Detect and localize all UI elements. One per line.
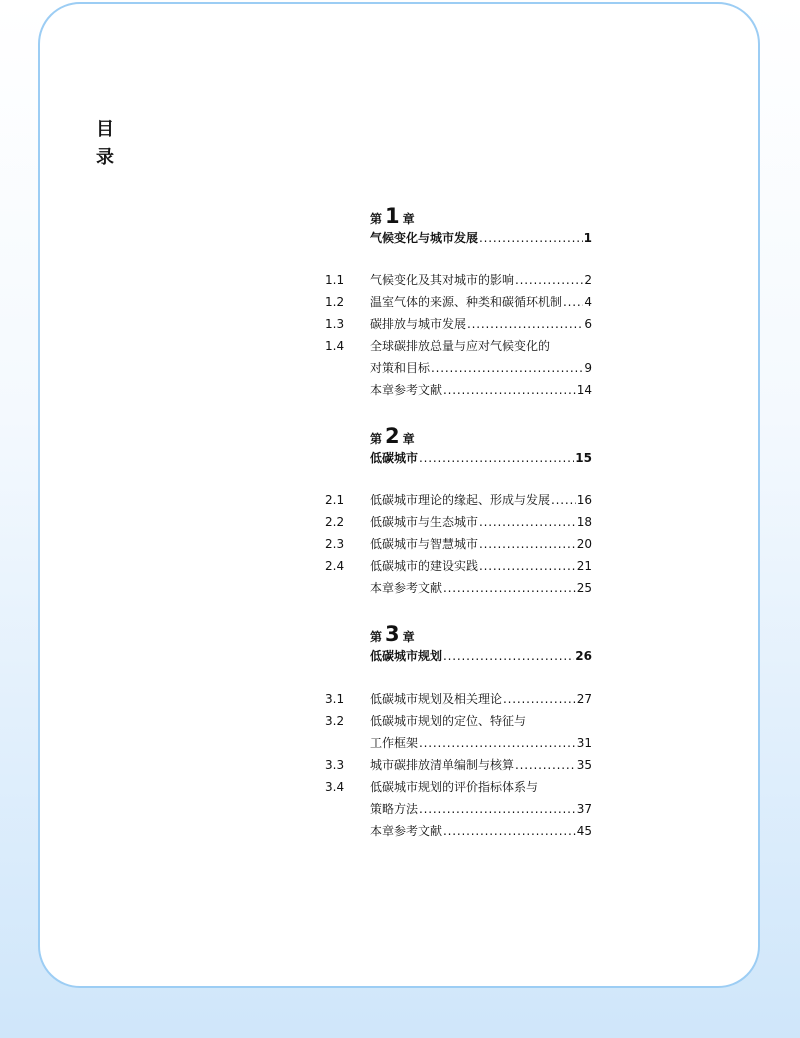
toc-entry-3-refs[interactable] [325, 820, 592, 842]
chapter-prefix: 第 [370, 630, 383, 644]
toc-entry-1-2[interactable] [325, 291, 592, 313]
chapter-title: 气候变化与城市发展 [370, 231, 479, 245]
page-number: 21 [576, 559, 592, 573]
section-title: 低碳城市规划的定位、特征与 [370, 714, 527, 728]
toc-entry-1-4-cont[interactable] [325, 357, 592, 379]
chapter-title: 低碳城市 [370, 451, 419, 465]
leader-dots [563, 291, 583, 313]
page-number: 2 [584, 273, 592, 287]
chapter-number: 2 [385, 424, 400, 448]
toc-entry-1-4[interactable] [325, 335, 592, 357]
section-title: 本章参考文献 [370, 383, 443, 397]
page-number: 27 [576, 692, 592, 706]
leader-dots [551, 489, 576, 511]
chapter-title-entry[interactable] [370, 230, 592, 246]
chapter-title-entry[interactable] [370, 450, 592, 466]
section-number: 1.4 [325, 339, 345, 353]
leader-dots [467, 313, 583, 335]
chapter-label [370, 426, 592, 446]
toc-title-char: 录 [96, 147, 114, 168]
chapter-3-heading [370, 624, 592, 664]
chapter-label [370, 624, 592, 644]
section-title: 低碳城市与智慧城市 [370, 537, 479, 551]
chapter-title-entry[interactable] [370, 648, 592, 664]
page-number: 20 [576, 537, 592, 551]
toc-title [96, 116, 118, 172]
chapter-number: 1 [385, 204, 400, 228]
leader-dots [419, 798, 576, 820]
section-number: 1.3 [325, 317, 345, 331]
page-number: 37 [576, 802, 592, 816]
leader-dots [419, 732, 576, 754]
section-title: 碳排放与城市发展 [370, 317, 467, 331]
section-number: 2.1 [325, 493, 345, 507]
leader-dots [479, 555, 576, 577]
leader-dots [443, 820, 576, 842]
section-number: 3.2 [325, 714, 345, 728]
toc-entry-1-refs[interactable] [325, 379, 592, 401]
section-number: 3.1 [325, 692, 345, 706]
chapter-suffix: 章 [402, 630, 415, 644]
section-title: 低碳城市规划的评价指标体系与 [370, 780, 539, 794]
page-number: 4 [584, 295, 592, 309]
section-title: 全球碳排放总量与应对气候变化的 [370, 339, 551, 353]
section-number: 3.3 [325, 758, 345, 772]
toc-entry-2-1[interactable] [325, 489, 592, 511]
chapter-1-heading [370, 206, 592, 246]
section-title: 工作框架 [370, 736, 419, 750]
chapter-title: 低碳城市规划 [370, 649, 443, 663]
leader-dots [443, 379, 576, 401]
toc-entry-2-refs[interactable] [325, 577, 592, 599]
toc-entry-3-3[interactable] [325, 754, 592, 776]
page-number: 18 [576, 515, 592, 529]
chapter-suffix: 章 [402, 432, 415, 446]
leader-dots [419, 450, 574, 466]
section-number: 1.1 [325, 273, 345, 287]
chapter-number: 3 [385, 622, 400, 646]
leader-dots [479, 511, 576, 533]
page-number: 16 [576, 493, 592, 507]
toc-entry-3-1[interactable] [325, 688, 592, 710]
leader-dots [515, 269, 583, 291]
page-number: 45 [576, 824, 592, 838]
page-number: 15 [575, 451, 592, 465]
page-number: 26 [575, 649, 592, 663]
page-number: 6 [584, 317, 592, 331]
toc-entry-3-4-cont[interactable] [325, 798, 592, 820]
section-title: 城市碳排放清单编制与核算 [370, 758, 515, 772]
section-title: 低碳城市的建设实践 [370, 559, 479, 573]
page-number: 14 [576, 383, 592, 397]
leader-dots [515, 754, 576, 776]
leader-dots [443, 648, 574, 664]
section-number: 2.2 [325, 515, 345, 529]
section-title: 低碳城市规划及相关理论 [370, 692, 503, 706]
leader-dots [503, 688, 576, 710]
section-title: 对策和目标 [370, 361, 431, 375]
page-number: 9 [584, 361, 592, 375]
section-title: 本章参考文献 [370, 581, 443, 595]
leader-dots [479, 230, 583, 246]
section-number: 1.2 [325, 295, 345, 309]
toc-title-char: 目 [96, 119, 114, 140]
toc-entry-3-2[interactable] [325, 710, 592, 732]
page-number: 25 [576, 581, 592, 595]
section-title: 策略方法 [370, 802, 419, 816]
chapter-label [370, 206, 592, 226]
toc-entry-2-4[interactable] [325, 555, 592, 577]
section-title: 低碳城市与生态城市 [370, 515, 479, 529]
page-number: 1 [583, 231, 592, 245]
toc-entry-2-3[interactable] [325, 533, 592, 555]
section-number: 3.4 [325, 780, 345, 794]
section-title: 温室气体的来源、种类和碳循环机制 [370, 295, 563, 309]
leader-dots [431, 357, 583, 379]
chapter-suffix: 章 [402, 212, 415, 226]
chapter-2-heading [370, 426, 592, 466]
page-number: 31 [576, 736, 592, 750]
section-number: 2.4 [325, 559, 345, 573]
chapter-prefix: 第 [370, 432, 383, 446]
leader-dots [443, 577, 576, 599]
toc-entry-3-4[interactable] [325, 776, 592, 798]
section-number: 2.3 [325, 537, 345, 551]
toc-entry-2-2[interactable] [325, 511, 592, 533]
leader-dots [479, 533, 576, 555]
toc-entry-1-3[interactable] [325, 313, 592, 335]
section-title: 气候变化及其对城市的影响 [370, 273, 515, 287]
chapter-prefix: 第 [370, 212, 383, 226]
toc-entry-1-1[interactable] [325, 269, 592, 291]
section-title: 本章参考文献 [370, 824, 443, 838]
page-number: 35 [576, 758, 592, 772]
section-title: 低碳城市理论的缘起、形成与发展 [370, 493, 551, 507]
toc-entry-3-2-cont[interactable] [325, 732, 592, 754]
